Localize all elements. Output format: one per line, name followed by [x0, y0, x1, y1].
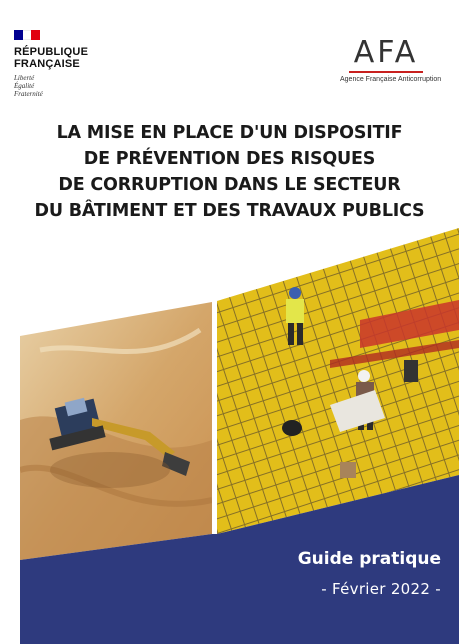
- guide-footer: [298, 548, 441, 600]
- title-line-1: LA MISE EN PLACE D'UN DISPOSITIF: [56, 123, 403, 143]
- republic-line-2: FRANÇAISE: [14, 58, 80, 70]
- republic-line-1: RÉPUBLIQUE: [14, 46, 89, 58]
- afa-logo-underline: [349, 71, 423, 73]
- motto-egalite: Égalité: [14, 82, 35, 90]
- publication-date: - Février 2022 -: [321, 580, 441, 598]
- french-flag-icon: [14, 30, 40, 40]
- republique-francaise-block: [14, 30, 88, 98]
- motto-fraternite: Fraternité: [14, 90, 43, 98]
- excavator-photo: [20, 300, 214, 562]
- title-line-3: DE CORRUPTION DANS LE SECTEUR: [58, 175, 401, 195]
- guide-label: Guide pratique: [297, 549, 441, 569]
- afa-logo: [340, 35, 442, 83]
- afa-logo-subtitle: Agence Française Anticorruption: [340, 76, 442, 83]
- republic-motto: [14, 74, 88, 98]
- title-line-2: DE PRÉVENTION DES RISQUES: [83, 149, 376, 169]
- republic-name: [14, 46, 88, 70]
- motto-liberte: Liberté: [14, 74, 35, 82]
- title-line-4: DU BÂTIMENT ET DES TRAVAUX PUBLICS: [34, 201, 425, 221]
- afa-logo-letters: AFA: [353, 35, 419, 70]
- document-title: [0, 120, 459, 224]
